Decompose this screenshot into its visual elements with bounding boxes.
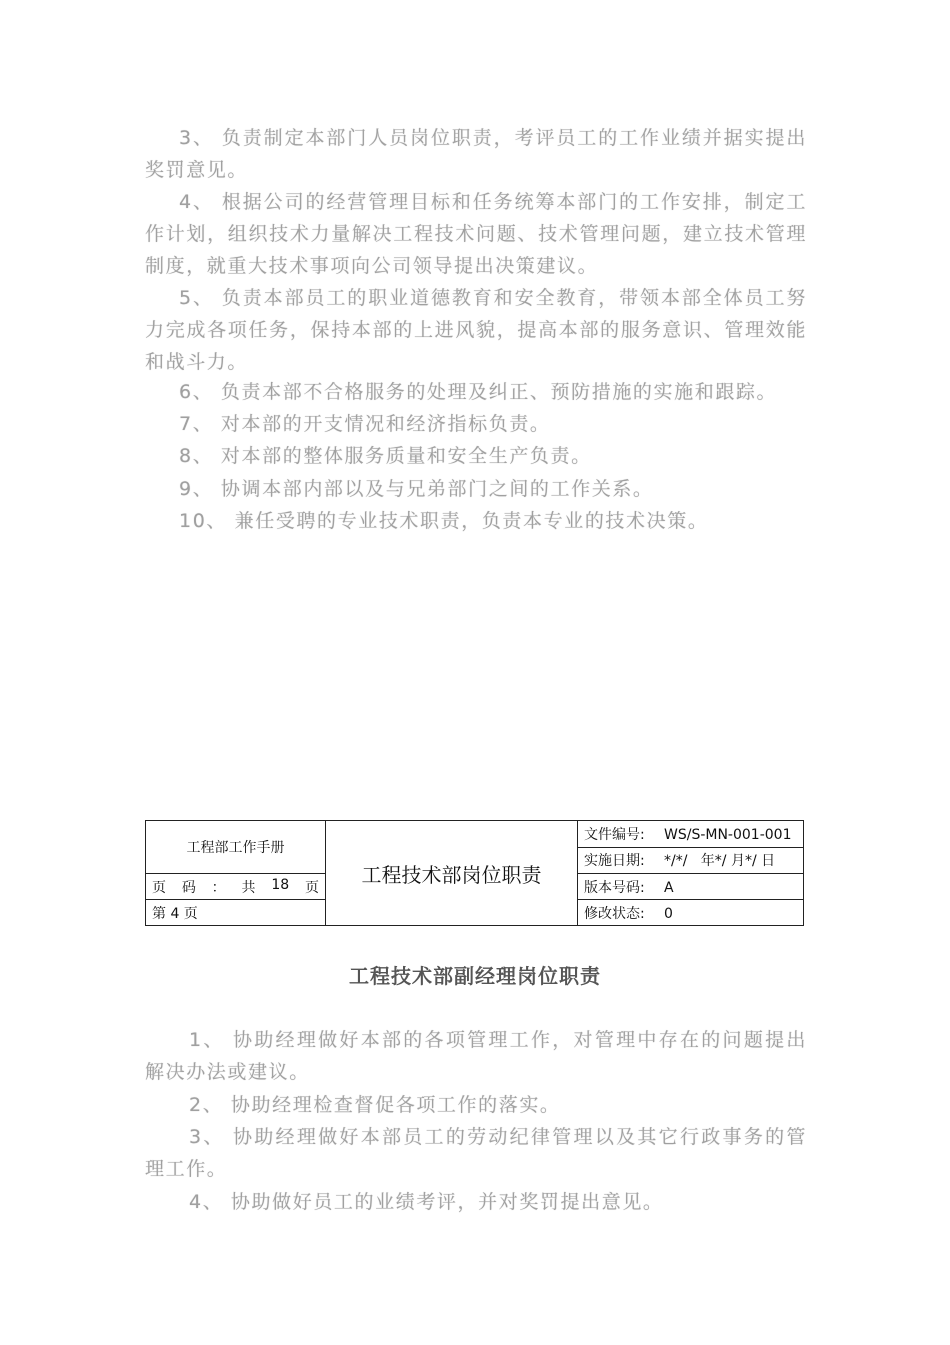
deputy-duty-item-1: 1、 协助经理做好本部的各项管理工作，对管理中存在的问题提出解决办法或建议。 xyxy=(145,1029,807,1083)
status-value: 0 xyxy=(664,905,673,922)
duty-item-4: 4、 根据公司的经营管理目标和任务统筹本部门的工作安排，制定工作计划，组织技术力量解决工程技术问题、技术管理问题，建立技术管理制度，就重大技术事项向公司领导提出决策建议。 xyxy=(145,191,807,277)
current-page: 第 4 页 xyxy=(152,905,198,922)
duty-item-7: 7、 对本部的开支情况和经济指标负责。 xyxy=(179,413,551,435)
deputy-duty-item-3: 3、 协助经理做好本部员工的劳动纪律管理以及其它行政事务的管理工作。 xyxy=(145,1126,807,1180)
section-title: 工程技术部副经理岗位职责 xyxy=(349,964,601,988)
duty-item-3: 3、 负责制定本部门人员岗位职责，考评员工的工作业绩并据实提出奖罚意见。 xyxy=(145,127,807,181)
doc-no-label: 文件编号: xyxy=(584,826,645,843)
manual-name-cell xyxy=(146,821,326,874)
manual-name: 工程部工作手册 xyxy=(186,840,285,856)
deputy-duty-item-4: 4、 协助做好员工的业绩考评，并对奖罚提出意见。 xyxy=(189,1191,664,1213)
version-value: A xyxy=(664,879,674,896)
duty-item-8: 8、 对本部的整体服务质量和安全生产负责。 xyxy=(179,445,592,467)
page-total: 18 xyxy=(271,876,290,893)
version-label: 版本号码: xyxy=(584,879,645,896)
date-cell xyxy=(578,847,804,874)
page-label-2: 码 xyxy=(181,879,196,896)
doc-no-cell xyxy=(578,821,804,848)
doc-no-value: WS/S-MN-001-001 xyxy=(664,826,792,843)
page-count-cell xyxy=(146,874,326,900)
page-label-4: 共 xyxy=(241,879,256,896)
doc-title: 工程技术部岗位职责 xyxy=(361,862,542,887)
deputy-duty-item-2: 2、 协助经理检查督促各项工作的落实。 xyxy=(189,1094,561,1116)
page-label-1: 页 xyxy=(152,879,166,896)
doc-title-cell xyxy=(326,821,578,926)
duty-item-10: 10、 兼任受聘的专业技术职责，负责本专业的技术决策。 xyxy=(179,510,709,532)
page-label-3: ： xyxy=(211,879,226,896)
date-value: */*/ 年*/ 月*/ 日 xyxy=(664,853,776,870)
current-page-cell xyxy=(146,900,326,926)
duty-item-9: 9、 协调本部内部以及与兄弟部门之间的工作关系。 xyxy=(179,478,654,500)
duty-item-6: 6、 负责本部不合格服务的处理及纠正、预防措施的实施和跟踪。 xyxy=(179,381,778,403)
date-label: 实施日期: xyxy=(584,853,645,870)
status-label: 修改状态: xyxy=(584,905,645,922)
status-cell xyxy=(578,900,804,926)
version-cell xyxy=(578,874,804,900)
page-label-5: 页 xyxy=(304,879,319,896)
duty-item-5: 5、 负责本部员工的职业道德教育和安全教育，带领本部全体员工努力完成各项任务，保持本部的上进风貌，提高本部的服务意识、管理效能和战斗力。 xyxy=(145,287,807,373)
document-header-table xyxy=(145,820,804,926)
